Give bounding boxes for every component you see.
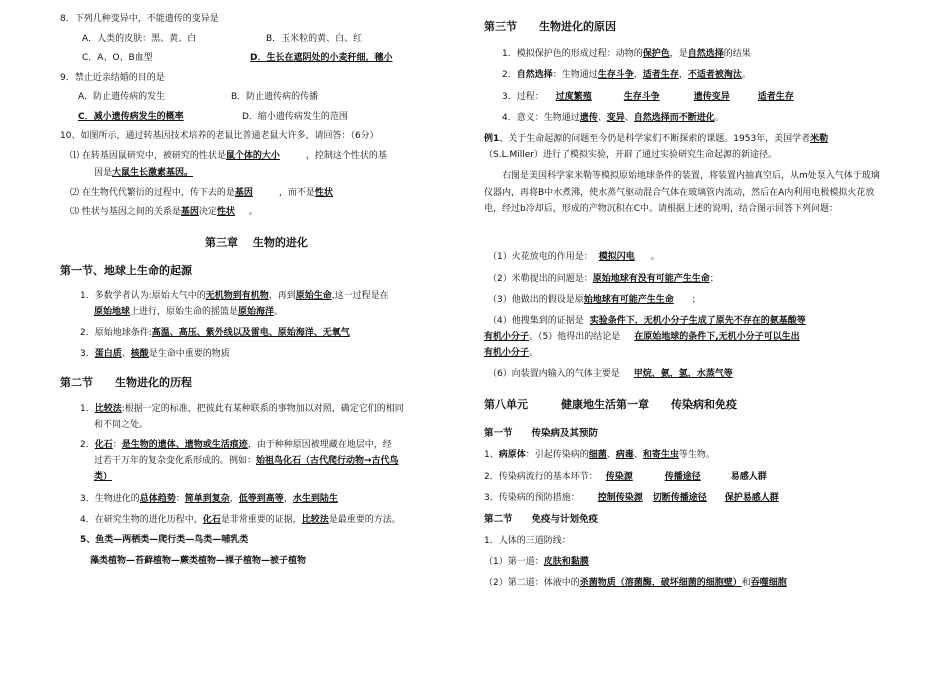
unit-8-section-1-item-3: 3．传染病的预防措施： 控制传染源 切断传播途径 保护易感人群: [484, 493, 779, 503]
section-1-item-3: 3．蛋白质、核酸是生命中重要的物质: [80, 349, 230, 359]
example-question-2: （2）米勒提出的问题是：原始地球有没有可能产生生命；: [488, 274, 719, 284]
section-2-item-1-line1: 1．比较法:根据一定的标准，把彼此有某种联系的事物加以对照，确定它们的相同: [80, 404, 404, 414]
question-8-option-a: A．人类的皮肤：黑、黄、白: [82, 34, 197, 44]
section-3-item-2: 2．自然选择：生物通过生存斗争，适者生存，不适者被淘汰。: [502, 70, 751, 80]
section-2-item-5: 5、鱼类—两栖类—爬行类—鸟类—哺乳类: [80, 535, 249, 545]
question-9-option-b: B．防止遗传病的传播: [231, 92, 319, 102]
example-1-line1: 例1、关于生命起源的问题至今仍是科学家们不断探索的课题。1953年，美国学者米勒: [484, 134, 829, 144]
section-2-item-4: 4．在研究生物的进化历程中，化石是非常重要的证据，比较法是最重要的方法。: [80, 515, 401, 525]
section-2-item-2-line2: 过若干万年的复杂变化系形成的。例如：始祖鸟化石（古代爬行动物→古代鸟: [94, 456, 399, 466]
section-2-title: 第二节 生物进化的历程: [60, 376, 192, 389]
unit-8-title: 第八单元 健康地生活第一章 传染病和免疫: [484, 398, 737, 411]
section-2-item-2-line1: 2．化石：是生物的遗体、遗物或生活痕迹，由于种种原因被埋藏在地层中，经: [80, 440, 392, 450]
chapter-3-title: 第三章 生物的进化: [205, 236, 308, 249]
question-10-part-1-line2: 因是大鼠生长激素基因。: [94, 168, 194, 178]
unit-8-section-1-item-2: 2．传染病流行的基本环节： 传染源 传播途径 易感人群: [484, 472, 767, 482]
section-1-item-2: 2．原始地球条件:高温、高压、紫外线以及雷电、原始海洋、无氧气: [80, 328, 350, 338]
section-2-item-6: 藻类植物—苔藓植物—蕨类植物—裸子植物—被子植物: [90, 556, 307, 566]
example-question-4-line3: 有机小分子。: [484, 348, 539, 358]
unit-8-section-2-line-2: （2）第二道：体液中的杀菌物质（溶菌酶，破坏细菌的细胞壁）和吞噬细胞: [484, 578, 787, 588]
section-3-item-4: 4．意义：生物通过遗传、变异、自然选择而不断进化。: [502, 113, 724, 123]
section-2-item-2-line3: 类）: [94, 472, 113, 482]
section-1-item-1-line2: 原始地球上进行，原始生命的摇篮是原始海洋。: [94, 307, 284, 317]
unit-8-section-1-title: 第一节 传染病及其预防: [484, 428, 599, 439]
question-8-option-d: D．生长在遮阴处的小麦秆细，穗小: [250, 53, 393, 63]
question-10-part-1: ⑴ 在转基因鼠研究中，被研究的性状是鼠个体的大小 ，控制这个性状的基: [70, 151, 387, 161]
example-question-4-line1: （4）他搜集到的证据是 实验条件下，无机小分子生成了原先不存在的氨基酸等: [488, 316, 806, 326]
example-question-1: （1）火花放电的作用是： 模拟闪电 。: [488, 252, 660, 262]
unit-8-section-2-line-1: （1）第一道：皮肤和黏膜: [484, 557, 589, 567]
question-8-stem: 8．下列几种变异中，不能遗传的变异是: [60, 14, 219, 24]
question-10-part-3: ⑶ 性状与基因之间的关系是基因决定性状 。: [70, 207, 258, 217]
section-3-title: 第三节 生物进化的原因: [484, 20, 616, 33]
question-10-stem: 10、如图所示，通过转基因技术培养的老鼠比普通老鼠大许多，请回答：（6分）: [60, 131, 379, 141]
example-1-line2: （S.L.Miller）进行了模拟实验，开辟了通过实验研究生命起源的新途径。: [484, 150, 777, 160]
answer-trait: 鼠个体的大小: [225, 151, 280, 161]
question-9-option-d: D．缩小遗传病发生的范围: [242, 112, 348, 122]
unit-8-section-2-item-1: 1．人体的三道防线：: [484, 536, 571, 546]
question-8-option-c: C．A、O、B血型: [82, 53, 153, 63]
example-question-4-line2: 有机小分子。（5）他得出的结论是 在原始地球的条件下,无机小分子可以生出: [484, 332, 800, 342]
example-question-3: （3）他做出的假设是原始地球有可能产生生命 ；: [488, 295, 701, 305]
answer-gene: 大鼠生长激素基因。: [112, 168, 194, 178]
question-9-stem: 9．禁止近亲结婚的目的是: [60, 73, 165, 83]
unit-8-section-1-item-1: 1、病原体：引起传染病的细菌、病毒、和寄生虫等生物。: [484, 450, 715, 460]
section-3-item-3: 3．过程： 过度繁殖 生存斗争 遗传变异 适者生存: [502, 92, 794, 102]
question-10-part-2: ⑵ 在生物代代繁衍的过程中，传下去的是基因 ，而不是性状: [70, 188, 333, 198]
unit-8-section-2-title: 第二节 免疫与计划免疫: [484, 514, 599, 525]
section-2-item-1-line2: 和不同之处。: [94, 420, 149, 430]
section-1-item-1-line1: 1．多数学者认为:原始大气中的无机物到有机物，再到原始生命,这一过程是在: [80, 291, 389, 301]
example-1-paragraph: 右图是美国科学家米勒等模拟原始地球条件的装置，将装置内抽真空后，从m处泵入气体于玻璃仪器内，再将B中水煮沸，使水蒸气驱动混合气体在玻璃管内流动，然后在A内利用电极模拟火花放电，经过b冷却后，形成的产物沉积在C中。请根据上述的说明，结合图示回答下列问题：: [484, 171, 880, 214]
section-3-item-1: 1．模拟保护色的形成过程：动物的保护色，是自然选择的结果: [502, 49, 751, 59]
question-8-option-b: B．玉米粒的黄、白、红: [266, 34, 363, 44]
section-1-title: 第一节、地球上生命的起源: [60, 264, 192, 277]
question-9-option-a: A．防止遗传病的发生: [78, 92, 166, 102]
section-2-item-3: 3．生物进化的总体趋势：简单到复杂，低等到高等，水生到陆生: [80, 494, 338, 504]
example-question-6: （6）向装置内输入的气体主要是 甲烷，氨，氢，水蒸气等: [488, 369, 733, 379]
question-9-option-c: C．减小遗传病发生的概率: [78, 112, 184, 122]
